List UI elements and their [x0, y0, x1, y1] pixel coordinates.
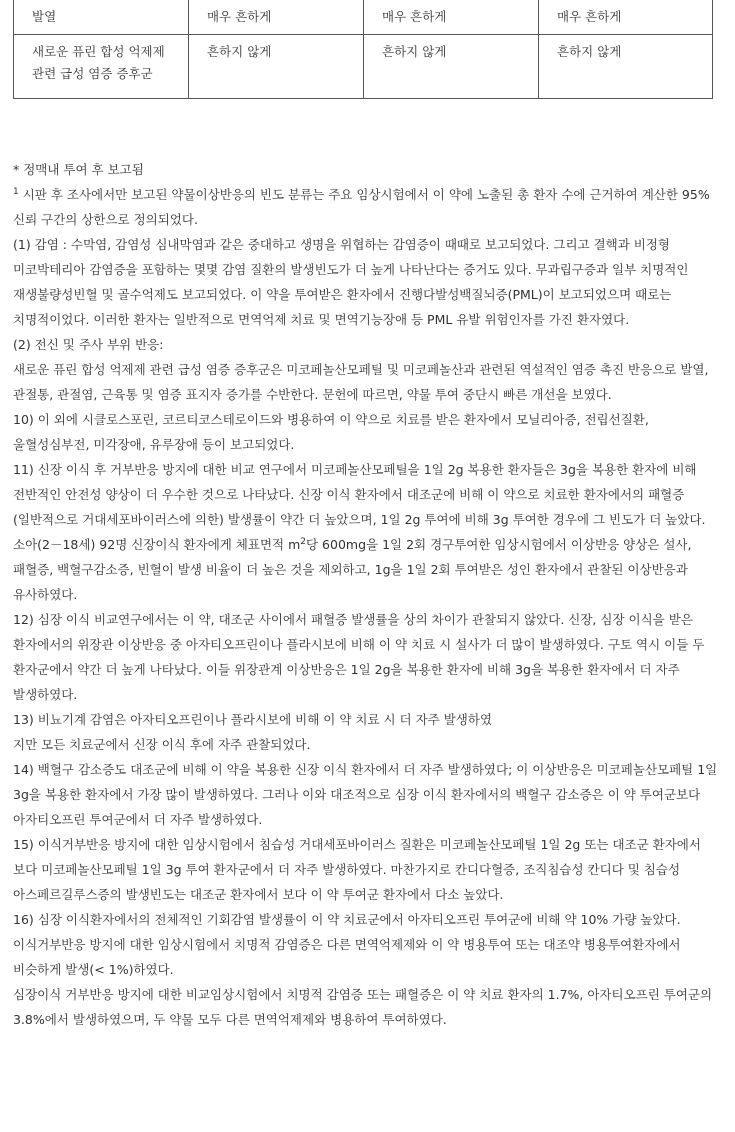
paragraph-text: 당 600mg을 1일 2회 경구투여한 임상시험에서 이상반응 양상은 설사, 패혈증, 백혈구감소증, 빈혈이 발생 비율이 더 높은 것을 제외하고, 1g을 1일 2회 투여받은 성인 환자에서 관찰된 이상반응과 유사하였다.: [13, 537, 692, 602]
paragraph-11: 11) 신장 이식 후 거부반응 방지에 대한 비교 연구에서 미코페놀산모페틸을 1일 2g 복용한 환자들은 3g을 복용한 환자에 비해 전반적인 안전성 양상이 더 우수한 것으로 나타났다. 신장 이식 환자에서 대조군에 비해 이 약으로 치료한 환자에서의 패혈증(일반적으로 거대세포바이러스에 의한) 발생률이 약간 더 높았으며, 1일 2g 투여에 비해 3g 투여한 경우에 그 빈도가 더 높았다.: [13, 462, 706, 527]
table-row: [14, 0, 713, 35]
table-row: [14, 35, 713, 99]
paragraph-14: 14) 백혈구 감소증도 대조군에 비해 이 약을 복용한 신장 이식 환자에서 더 자주 발생하였다; 이 이상반응은 미코페놀산모페틸 1일 3g을 복용한 환자에서 가장 많이 발생하였다. 그러나 이와 대조적으로 심장 이식 환자에서의 백혈구 감소증은 이 약 투여군보다 아자티오프린 투여군에서 더 자주 발생하였다.: [13, 762, 718, 827]
table-cell: 새로운 퓨린 합성 억제제 관련 급성 염증 증후군: [14, 35, 189, 99]
table-cell: 흔하지 않게: [539, 35, 713, 99]
footnote-marker: 1: [13, 187, 19, 197]
paragraph-18: 심장이식 거부반응 방지에 대한 비교임상시험에서 치명적 감염증 또는 패혈증은 이 약 치료 환자의 1.7%, 아자티오프린 투여군의 3.8%에서 발생하였으며, 두 약물 모두 다른 면역억제제와 병용하여 투여하였다.: [13, 987, 713, 1027]
table-cell: 발열: [14, 0, 189, 35]
footnote-star: * 정맥내 투여 후 보고됨: [13, 162, 144, 177]
adverse-reaction-table: [13, 0, 713, 99]
paragraph-16: 16) 심장 이식환자에서의 전체적인 기회감염 발생률이 이 약 치료군에서 아자티오프린 투여군에 비해 약 10% 가량 높았다.: [13, 912, 681, 927]
paragraph-15: 15) 이식거부반응 방지에 대한 임상시험에서 침습성 거대세포바이러스 질환은 미코페놀산모페틸 1일 2g 또는 대조군 환자에서 보다 미코페놀산모페틸 1일 3g 투여 환자군에서 더 자주 발생하였다. 마찬가지로 칸디다혈증, 조직침습성 칸디다 및 침습성 아스페르길루스증의 발생빈도는 대조군 환자에서 보다 이 약 투여군 환자에서 다소 높았다.: [13, 837, 701, 902]
paragraph-infection: (1) 감염 : 수막염, 감염성 심내막염과 같은 중대하고 생명을 위협하는 감염증이 때때로 보고되었다. 그리고 결핵과 비정형 미코박테리아 감염증을 포함하는 몇몇 감염 질환의 발생빈도가 더 높게 나타난다는 증거도 있다. 무과립구증과 일부 치명적인 재생불량성빈혈 및 골수억제도 보고되었다. 이 약을 투여받은 환자에서 진행다발성백질뇌증(PML)이 보고되었으며 때로는 치명적이었다. 이러한 환자는 일반적으로 면역억제 치료 및 면역기능장애 등 PML 유발 위험인자를 가진 환자였다.: [13, 237, 689, 327]
table-cell: 매우 흔하게: [189, 0, 364, 35]
paragraph-systemic-heading: (2) 전신 및 주사 부위 반응:: [13, 337, 164, 352]
footnote-text: 시판 후 조사에서만 보고된 약물이상반응의 빈도 분류는 주요 임상시험에서 이 약에 노출된 총 환자 수에 근거하여 계산한 95% 신뢰 구간의 상한으로 정의되었다.: [13, 187, 710, 227]
paragraph-text: 소아(2－18세) 92명 신장이식 환자에게 체표면적 m: [13, 537, 301, 552]
table-cell: 흔하지 않게: [189, 35, 364, 99]
paragraph-13-line2: 지만 모든 치료군에서 신장 이식 후에 자주 관찰되었다.: [13, 737, 311, 752]
paragraph-inflammatory-syndrome: 새로운 퓨린 합성 억제제 관련 급성 염증 증후군은 미코페놀산모페틸 및 미코페놀산과 관련된 역설적인 염증 촉진 반응으로 발열, 관절통, 관절염, 근육통 및 염증 표지자 증가를 수반한다. 문헌에 따르면, 약물 투여 중단시 빠른 개선을 보였다.: [13, 362, 709, 402]
paragraph-11-pediatric: [13, 532, 718, 607]
paragraph-12: 12) 심장 이식 비교연구에서는 이 약, 대조군 사이에서 패혈증 발생률을 상의 차이가 관찰되지 않았다. 신장, 심장 이식을 받은 환자에서의 위장관 이상반응 중 아자티오프린이나 플라시보에 비해 이 약 치료 시 설사가 더 많이 발생하였다. 구토 역시 이들 두 환자군에서 약간 더 높게 나타났다. 이들 위장관계 이상반응은 1일 2g을 복용한 환자에 비해 3g을 복용한 환자에서 더 자주 발생하였다.: [13, 612, 705, 702]
table-cell: 매우 흔하게: [364, 0, 539, 35]
table-cell: 매우 흔하게: [539, 0, 713, 35]
paragraph-17: 이식거부반응 방지에 대한 임상시험에서 치명적 감염증은 다른 면역억제제와 이 약 병용투여 또는 대조약 병용투여환자에서 비슷하게 발생(< 1%)하였다.: [13, 937, 681, 977]
paragraph-10: 10) 이 외에 시클로스포린, 코르티코스테로이드와 병용하여 이 약으로 치료를 받은 환자에서 모닐리아증, 전립선질환, 울혈성심부전, 미각장애, 유루장애 등이 보고되었다.: [13, 412, 649, 452]
footnote-1: [13, 182, 718, 232]
table-cell: 흔하지 않게: [364, 35, 539, 99]
superscript: 2: [300, 537, 306, 547]
paragraph-13-line1: 13) 비뇨기계 감염은 아자티오프린이나 플라시보에 비해 이 약 치료 시 더 자주 발생하였: [13, 712, 493, 727]
notes-section: [13, 157, 718, 1032]
